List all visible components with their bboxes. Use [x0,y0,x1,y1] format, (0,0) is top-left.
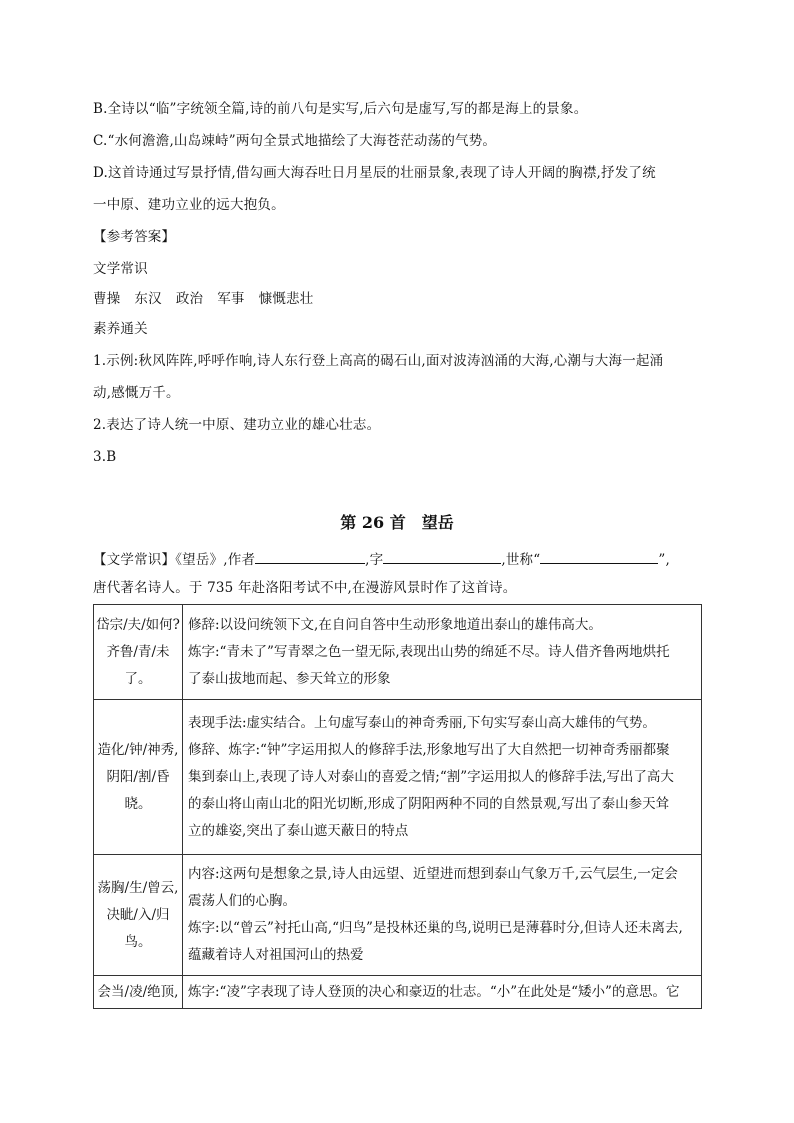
lit-answer-5: 慷慨悲壮 [258,291,314,307]
verse-line: 决眦/入/归鸟。 [106,906,170,950]
intro-part-1: 【文学常识】《望岳》,作者 [93,552,256,568]
table-row [94,605,702,700]
option-d-line1: D.这首诗通过写景抒情,借勾画大海吞吐日月星辰的壮丽景象,表现了诗人开阔的胸襟,抒发了统 [93,165,656,181]
answer-1-line1: 1.示例:秋风阵阵,呼呼作响,诗人东行登上高高的碣石山,面对波涛汹涌的大海,心潮与大海一起涌 [93,353,664,369]
analysis-line: 了泰山拔地而起、参天耸立的形象 [188,670,391,687]
verse-line: 会当/凌/绝顶, [97,983,179,1000]
literary-knowledge-answers [93,289,703,309]
analysis-cell [183,700,702,855]
answer-1-line2: 动,感慨万千。 [93,385,180,401]
analysis-line: 修辞:以设问统领下文,在自问自答中生动形象地道出泰山的雄伟高大。 [188,616,602,633]
answer-3: 3.B [93,449,117,465]
analysis-line: 的泰山将山南山北的阳光切断,形成了阴阳两种不同的自然景观,写出了泰山参天耸 [188,795,670,812]
blank-author[interactable] [255,549,365,564]
answer-2: 2.表达了诗人统一中原、建功立业的雄心壮志。 [93,417,381,433]
analysis-cell [183,605,702,700]
verse-cell [94,976,183,1009]
table-row [94,976,702,1009]
lit-answer-3: 政治 [175,291,204,307]
section-title: 第 26 首 望岳 [340,513,454,532]
analysis-line: 炼字:“青未了”写青翠之色一望无际,表现出山势的绵延不尽。诗人借齐鲁两地烘托 [188,643,670,660]
literary-knowledge-label: 文学常识 [93,261,148,277]
blank-courtesy-name[interactable] [383,549,501,564]
analysis-line: 表现手法:虚实结合。上句虚写泰山的神奇秀丽,下句实写泰山高大雄伟的气势。 [188,714,656,731]
verse-line: 荡胸/生/曾云, [97,879,179,896]
literary-knowledge-intro-line2: 唐代著名诗人。于 735 年赴洛阳考试不中,在漫游风景时作了这首诗。 [93,580,517,596]
poem-analysis-table [93,604,702,1009]
blank-title[interactable] [540,549,658,564]
analysis-cell [183,855,702,976]
intro-part-4: ”, [658,552,670,568]
verse-cell [94,605,183,700]
lit-answer-2: 东汉 [134,291,162,307]
option-d-line2: 一中原、建功立业的远大抱负。 [93,197,285,213]
verse-cell [94,855,183,976]
lit-answer-4: 军事 [217,291,245,307]
analysis-line: 集到泰山上,表现了诗人对泰山的喜爱之情;“割”字运用拟人的修辞手法,写出了高大 [188,768,674,785]
analysis-line: 蕴藏着诗人对祖国河山的热爱 [188,947,364,963]
lit-answer-1: 曹操 [93,291,121,307]
table-row [94,855,702,976]
analysis-line: 炼字:“凌”字表现了诗人登顶的决心和豪迈的壮志。“小”在此处是“矮小”的意思。它 [188,983,680,1000]
verse-line: 岱宗/夫/如何? [96,616,180,633]
analysis-line: 震荡人们的心胸。 [188,893,296,909]
table-row [94,700,702,855]
verse-line: 造化/钟/神秀, [97,741,179,758]
analysis-line: 立的雄姿,突出了泰山遮天蔽日的特点 [188,822,409,839]
intro-part-2: ,字 [365,552,384,568]
intro-part-3: ,世称“ [501,552,541,568]
option-b: B.全诗以“临”字统领全篇,诗的前八句是实写,后六句是虚写,写的都是海上的景象。 [93,101,588,117]
verse-cell [94,700,183,855]
analysis-cell [183,976,702,1009]
option-c: C.“水何澹澹,山岛竦峙”两句全景式地描绘了大海苍茫动荡的气势。 [93,133,497,149]
analysis-line: 内容:这两句是想象之景,诗人由远望、近望进而想到泰山气象万千,云气层生,一定会 [188,866,678,882]
literary-knowledge-intro [93,549,703,570]
literacy-pass-label: 素养通关 [93,321,148,337]
verse-line: 齐鲁/青/未了。 [106,643,170,687]
verse-line: 阴阳/割/昏晓。 [106,768,170,812]
answer-heading: 【参考答案】 [93,229,176,245]
analysis-line: 修辞、炼字:“钟”字运用拟人的修辞手法,形象地写出了大自然把一切神奇秀丽都聚 [188,741,670,758]
analysis-line: 炼字:以“曾云”衬托山高,“归鸟”是投林还巢的鸟,说明已是薄暮时分,但诗人还未离去, [188,920,683,936]
